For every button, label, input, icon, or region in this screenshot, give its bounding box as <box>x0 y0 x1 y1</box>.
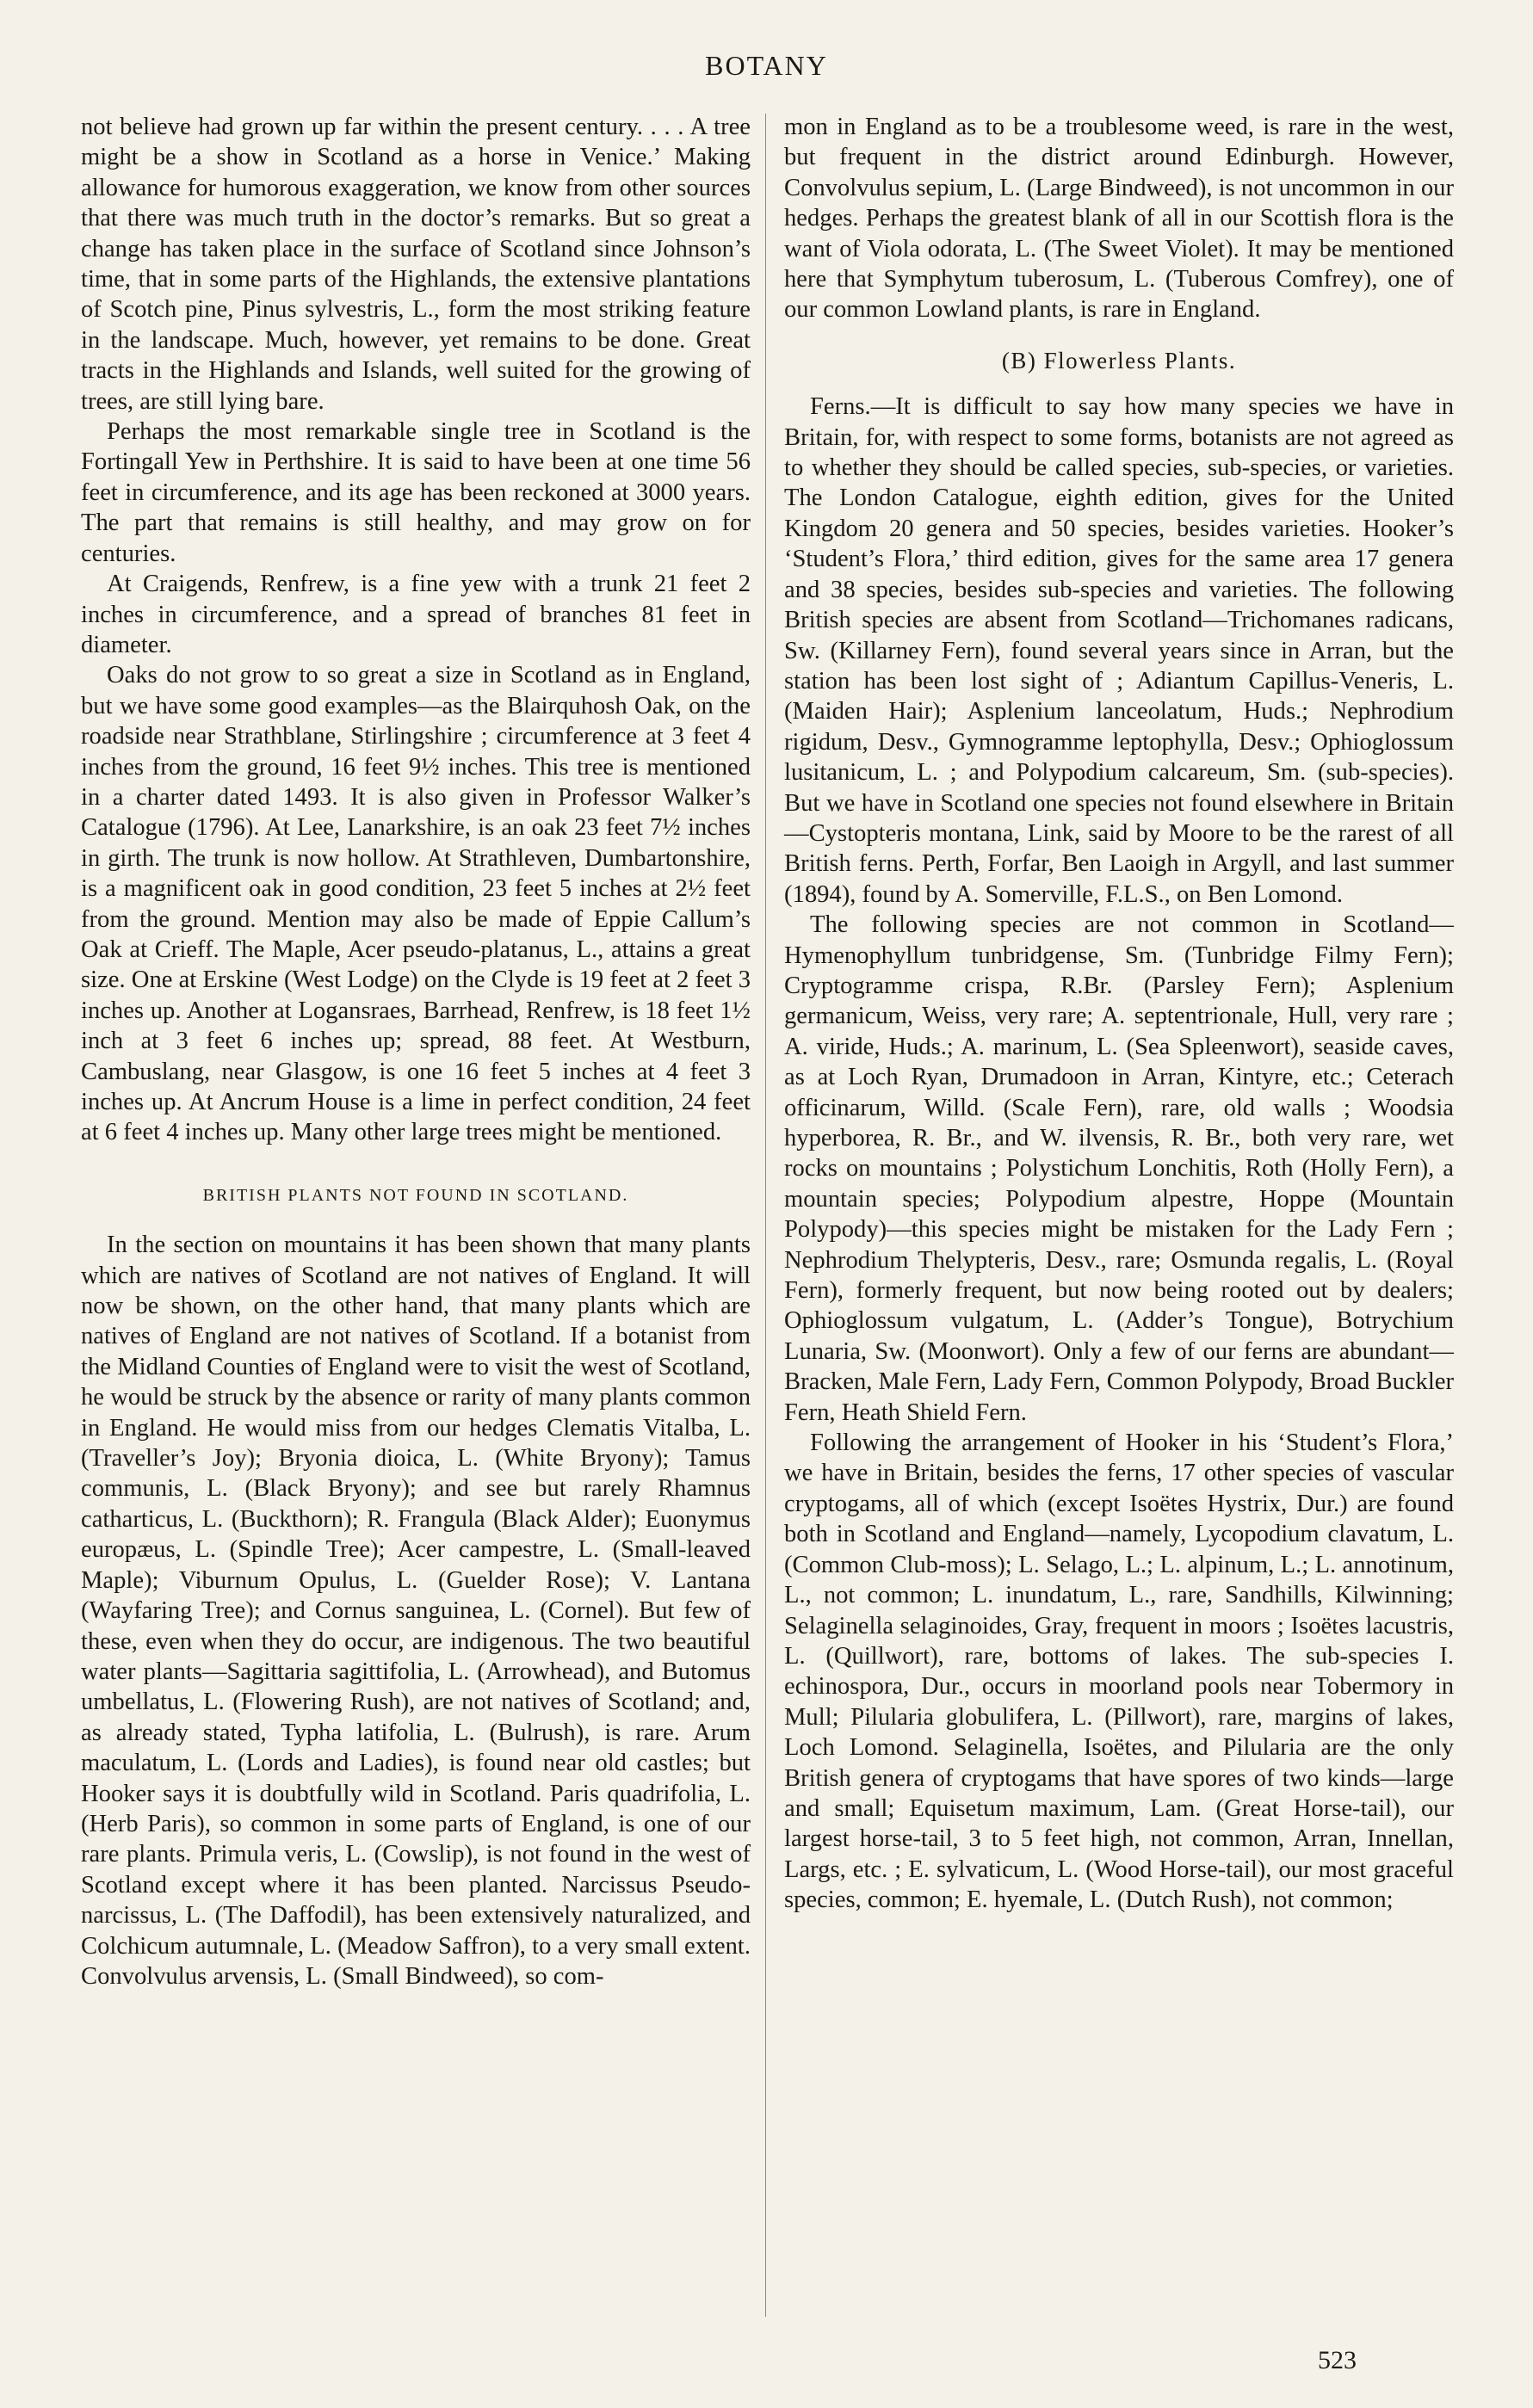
section-heading: (B) Flowerless Plants. <box>1001 347 1237 374</box>
paragraph: Ferns.—It is difficult to say how many species we have in Britain, for, with respect to some forms, botanists are not agreed as to whether they should be called species, sub-species, or varieties. The London Catalogue, eighth edition, gives for the United Kingdom 20 genera and 50 species, besides varieties. Hooker’s ‘Student’s Flora,’ third edition, gives for the same area 17 genera and 38 species, besides sub-species and varieties. The following British species are absent from Scotland—Trichomanes radicans, Sw. (Killarney Fern), found several years since in Arran, but the station has been lost sight of ; Adiantum Capillus-Veneris, L. (Maiden Hair); Asplenium lanceolatum, Huds.; Nephrodium rigidum, Desv., Gymnogramme leptophylla, Desv.; Ophioglossum lusitanicum, L. ; and Polypodium calcareum, Sm. (sub-species). But we have in Scotland one species not found elsewhere in Britain—Cystopteris montana, Link, said by Moore to be the rarest of all British ferns. Perth, Forfar, Ben Laoigh in Argyll, and last summer (1894), found by A. Somerville, F.L.S., on Ben Lomond. <box>784 393 1454 908</box>
paragraph: mon in England as to be a troublesome weed, is rare in the west, but frequent in the district around Edinburgh. However, Convolvulus sepium, L. (Large Bindweed), is not uncommon in our hedges. Perhaps the greatest blank of all in our Scottish flora is the want of Viola odorata, L. (The Sweet Violet). It may be mentioned here that Symphytum tuberosum, L. (Tuberous Comfrey), one of our common Lowland plants, is rare in England. <box>784 114 1454 324</box>
paragraph: At Craigends, Renfrew, is a fine yew with a trunk 21 feet 2 inches in circumference, and a spread of branches 81 feet in diameter. <box>81 571 751 658</box>
paragraph: In the section on mountains it has been shown that many plants which are natives of Scotland are not natives of England. It will now be shown, on the other hand, that many plants which are natives of England are not natives of Scotland. If a botanist from the Midland Counties of England were to visit the west of Scotland, he would be struck by the absence or rarity of many plants common in England. He would miss from our hedges Clematis Vitalba, L. (Traveller’s Joy); Bryonia dioica, L. (White Bryony); Tamus communis, L. (Black Bryony); and see but rarely Rhamnus catharticus, L. (Buckthorn); R. Frangula (Black Alder); Euonymus europæus, L. (Spindle Tree); Acer campestre, L. (Small-leaved Maple); Viburnum Opulus, L. (Guelder Rose); V. Lantana (Wayfaring Tree); and Cornus sanguinea, L. (Cornel). But few of these, even when they do occur, are indigenous. The two beautiful water plants—Sagittaria sagittifolia, L. (Arrowhead), and Butomus umbellatus, L. (Flowering Rush), are not natives of Scotland; and, as already stated, Typha latifolia, L. (Bulrush), is rare. Arum maculatum, L. (Lords and Ladies), is found near old castles; but Hooker says it is doubtfully wild in Scotland. Paris quadrifolia, L. (Herb Paris), so common in some parts of England, is one of our rare plants. Primula veris, L. (Cowslip), is not found in the west of Scotland except where it has been planted. Narcissus Pseudo-narcissus, L. (The Daffodil), has been extensively naturalized, and Colchicum autumnale, L. (Meadow Saffron), to a very small extent. Convolvulus arvensis, L. (Small Bindweed), so com- <box>81 1232 751 1990</box>
left-column <box>81 112 751 1991</box>
right-column <box>784 112 1454 1916</box>
paragraph: Following the arrangement of Hooker in his ‘Student’s Flora,’ we have in Britain, besides the ferns, 17 other species of vascular cryptogams, all of which (except Isoëtes Hystrix, Dur.) are found both in Scotland and England—namely, Lycopodium clavatum, L. (Common Club-moss); L. Selago, L.; L. alpinum, L.; L. annotinum, L., not common; L. inundatum, L., rare, Sandhills, Kilwinning; Selaginella selaginoides, Gray, frequent in moors ; Isoëtes lacustris, L. (Quillwort), rare, bottoms of lakes. The sub-species I. echinospora, Dur., occurs in moorland pools near Tobermory in Mull; Pilularia globulifera, L. (Pillwort), rare, margins of lakes, Loch Lomond. Selaginella, Isoëtes, and Pilularia are the only British genera of cryptogams that have spores of two kinds—large and small; Equisetum maximum, Lam. (Great Horse-tail), our largest horse-tail, 3 to 5 feet high, not common, Arran, Innellan, Largs, etc. ; E. sylvaticum, L. (Wood Horse-tail), our most graceful species, common; E. hyemale, L. (Dutch Rush), not common; <box>784 1429 1454 1914</box>
column-divider <box>765 114 766 2317</box>
paragraph: The following species are not common in Scotland—Hymenophyllum tunbridgense, Sm. (Tunbridge Filmy Fern); Cryptogramme crispa, R.Br. (Parsley Fern); Asplenium germanicum, Weiss, very rare; A. septentrionale, Hull, very rare ; A. viride, Huds.; A. marinum, L. (Sea Spleenwort), seaside caves, as at Loch Ryan, Drumadoon in Arran, Kintyre, etc.; Ceterach officinarum, Willd. (Scale Fern), rare, old walls ; Woodsia hyperborea, R. Br., and W. ilvensis, R. Br., both very rare, wet rocks on mountains ; Polystichum Lonchitis, Roth (Holly Fern), a mountain species; Polypodium alpestre, Hoppe (Mountain Polypody)—this species might be mistaken for the Lady Fern ; Nephrodium Thelypteris, Desv., rare; Osmunda regalis, L. (Royal Fern), formerly frequent, but now being rooted out by dealers; Ophioglossum vulgatum, L. (Adder’s Tongue), Botrychium Lunaria, Sw. (Moonwort). Only a few of our ferns are abundant—Bracken, Male Fern, Lady Fern, Common Polypody, Broad Buckler Fern, Heath Shield Fern. <box>784 911 1454 1426</box>
paragraph: not believe had grown up far within the present century. . . . A tree might be a show in Scotland as a horse in Venice.’ Making allowance for humorous exaggeration, we know from other sources that there was much truth in the doctor’s remarks. But so great a change has taken place in the surface of Scotland since Johnson’s time, that in some parts of the Highlands, the extensive plantations of Scotch pine, Pinus sylvestris, L., form the most striking feature in the landscape. Much, however, yet remains to be done. Great tracts in the Highlands and Islands, well suited for the growing of trees, are still lying bare. <box>81 114 751 415</box>
section-subheading: BRITISH PLANTS NOT FOUND IN SCOTLAND. <box>202 1185 629 1205</box>
running-header: BOTANY <box>705 50 828 81</box>
paragraph: Oaks do not grow to so great a size in Scotland as in England, but we have some good examples—as the Blairquhosh Oak, on the roadside near Strathblane, Stirlingshire ; circumference at 3 feet 4 inches from the ground, 16 feet 9½ inches. This tree is mentioned in a charter dated 1493. It is also given in Professor Walker’s Catalogue (1796). At Lee, Lanarkshire, is an oak 23 feet 7½ inches in girth. The trunk is now hollow. At Strathleven, Dumbartonshire, is a magnificent oak in good condition, 23 feet 5 inches at 2½ feet from the ground. Mention may also be made of Eppie Callum’s Oak at Crieff. The Maple, Acer pseudo-platanus, L., attains a great size. One at Erskine (West Lodge) on the Clyde is 19 feet at 2 feet 3 inches up. Another at Logansraes, Barrhead, Renfrew, is 18 feet 1½ inch at 3 feet 6 inches up; spread, 88 feet. At Westburn, Cambuslang, near Glasgow, is one 16 feet 5 inches at 4 feet 3 inches up. At Ancrum House is a lime in perfect condition, 24 feet at 6 feet 4 inches up. Many other large trees might be mentioned. <box>81 662 751 1146</box>
paragraph: Perhaps the most remarkable single tree in Scotland is the Fortingall Yew in Perthshire. It is said to have been at one time 56 feet in circumference, and its age has been reckoned at 3000 years. The part that remains is still healthy, and may grow on for centuries. <box>81 418 751 567</box>
page-number: 523 <box>1318 2346 1357 2374</box>
